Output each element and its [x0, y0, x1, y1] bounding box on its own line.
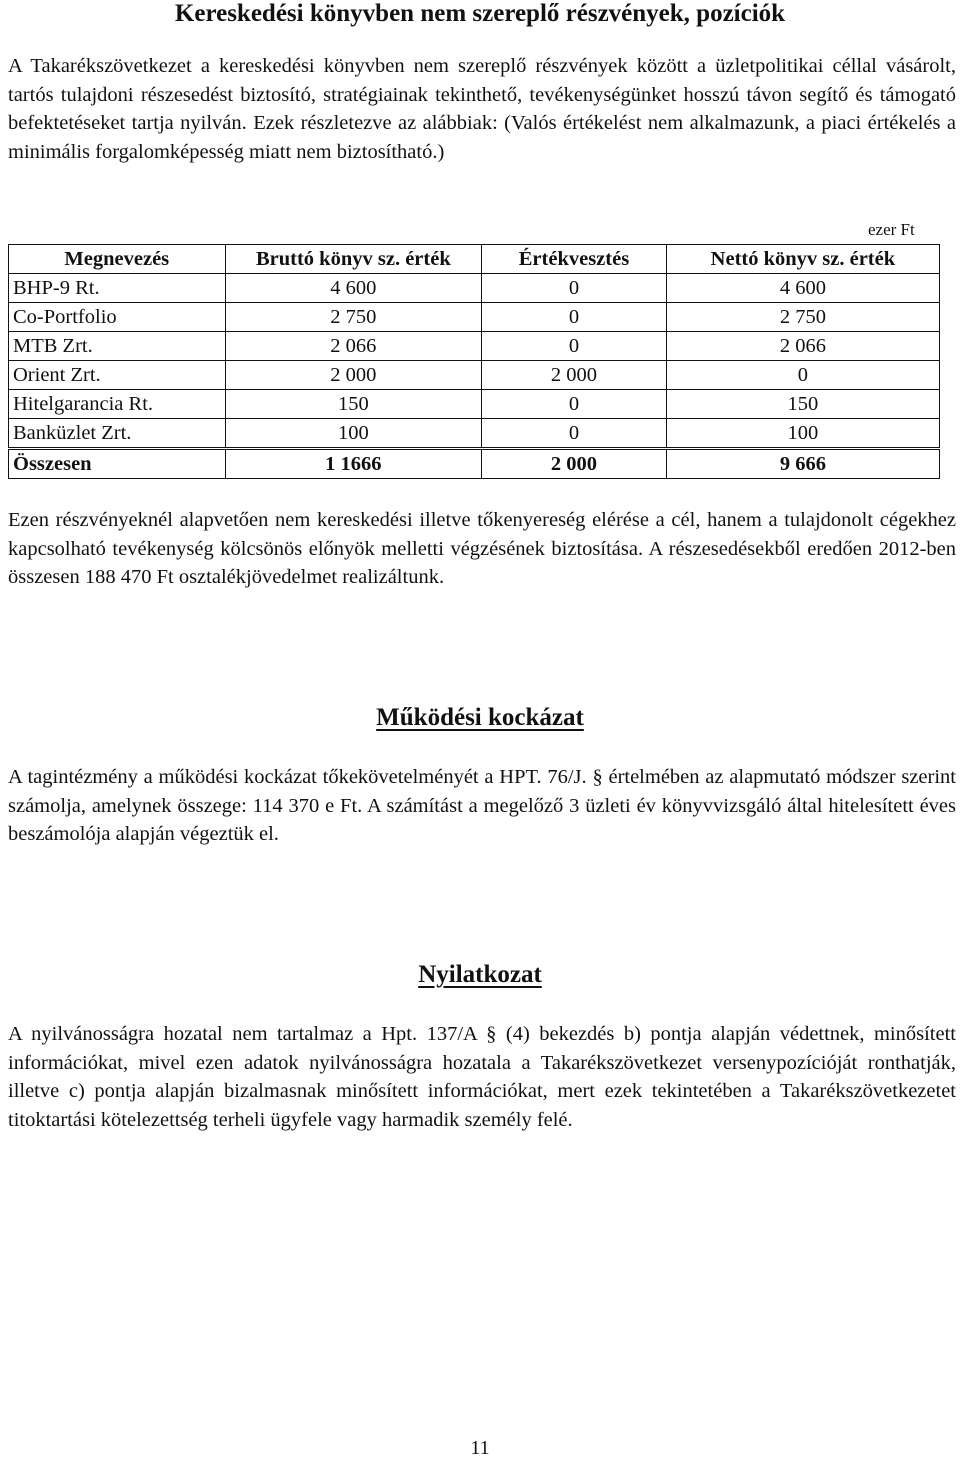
row-impairment: 0: [482, 390, 667, 419]
row-gross: 4 600: [225, 274, 482, 303]
total-gross: 1 1666: [225, 449, 482, 479]
row-name: Banküzlet Zrt.: [9, 419, 226, 449]
row-net: 4 600: [666, 274, 939, 303]
row-name: Hitelgarancia Rt.: [9, 390, 226, 419]
row-gross: 2 000: [225, 361, 482, 390]
page-number: 11: [470, 1437, 490, 1459]
row-net: 150: [666, 390, 939, 419]
declaration-paragraph: A nyilvánosságra hozatal nem tartalmaz a Hpt. 137/A § (4) bekezdés b) pontja alapján védettnek, minősített információkat, mivel ezen adatok nyilvánosságra hozatala a Takarékszövetkezet versenypozícióját ronthatják, illetve c) pontja alapján bizalmasnak minősített információkat, mert ezek tekintetében a Takarékszövetkezetet titoktartási kötelezettség terheli ügyfele vagy harmadik személy felé.: [8, 1023, 956, 1131]
intro-paragraph: A Takarékszövetkezet a kereskedési könyvben nem szereplő részvények között a üzletpolitikai céllal vásárolt, tartós tulajdoni részesedést biztosító, stratégiainak tekinthető, tevékenységünket hosszú távon segítő és támogató befektetéseket tartja nyilván. Ezek részletezve az alábbiak: (Valós értékelést nem alkalmazunk, a piaci értékelés a minimális forgalomképesség miatt nem biztosítható.): [8, 55, 956, 163]
row-gross: 2 066: [225, 332, 482, 361]
row-name: Co-Portfolio: [9, 303, 226, 332]
operational-risk-heading: Működési kockázat: [376, 704, 584, 731]
table-total-row: [9, 449, 940, 479]
total-impairment: 2 000: [482, 449, 667, 479]
holdings-paragraph: Ezen részvényeknél alapvetően nem kereskedési illetve tőkenyereség elérése a cél, hanem a tulajdonolt cégekhez kapcsolható tevékenység kölcsönös előnyök melletti végzésének biztosítása. A részesedésekből eredően 2012-ben összesen 188 470 Ft osztalékjövedelmet realizáltunk.: [8, 509, 956, 588]
header-impairment: Értékvesztés: [482, 245, 667, 274]
row-impairment: 0: [482, 274, 667, 303]
operational-risk-paragraph: A tagintézmény a működési kockázat tőkekövetelményét a HPT. 76/J. § értelmében az alapmutató módszer szerint számolja, amelynek összege: 114 370 e Ft. A számítást a megelőző 3 üzleti év könyvvizsgáló által hitelesített éves beszámolója alapján végeztük el.: [8, 766, 956, 845]
total-net: 9 666: [666, 449, 939, 479]
table-row: [9, 361, 940, 390]
row-impairment: 0: [482, 419, 667, 449]
holdings-table: [8, 244, 940, 479]
header-net: Nettó könyv sz. érték: [666, 245, 939, 274]
row-impairment: 0: [482, 303, 667, 332]
row-name: BHP-9 Rt.: [9, 274, 226, 303]
table-row: [9, 303, 940, 332]
row-net: 100: [666, 419, 939, 449]
row-name: Orient Zrt.: [9, 361, 226, 390]
row-net: 2 066: [666, 332, 939, 361]
row-impairment: 2 000: [482, 361, 667, 390]
row-gross: 150: [225, 390, 482, 419]
row-net: 2 750: [666, 303, 939, 332]
table-header-row: [9, 245, 940, 274]
row-gross: 100: [225, 419, 482, 449]
header-name: Megnevezés: [9, 245, 226, 274]
table-row: [9, 274, 940, 303]
table-unit-label: ezer Ft: [868, 220, 915, 239]
total-name: Összesen: [9, 449, 226, 479]
header-gross: Bruttó könyv sz. érték: [225, 245, 482, 274]
row-gross: 2 750: [225, 303, 482, 332]
table-row: [9, 332, 940, 361]
row-impairment: 0: [482, 332, 667, 361]
section-title: Kereskedési könyvben nem szereplő részvények, pozíciók: [174, 0, 786, 27]
table-row: [9, 419, 940, 449]
row-name: MTB Zrt.: [9, 332, 226, 361]
row-net: 0: [666, 361, 939, 390]
table-row: [9, 390, 940, 419]
declaration-heading: Nyilatkozat: [418, 961, 542, 988]
